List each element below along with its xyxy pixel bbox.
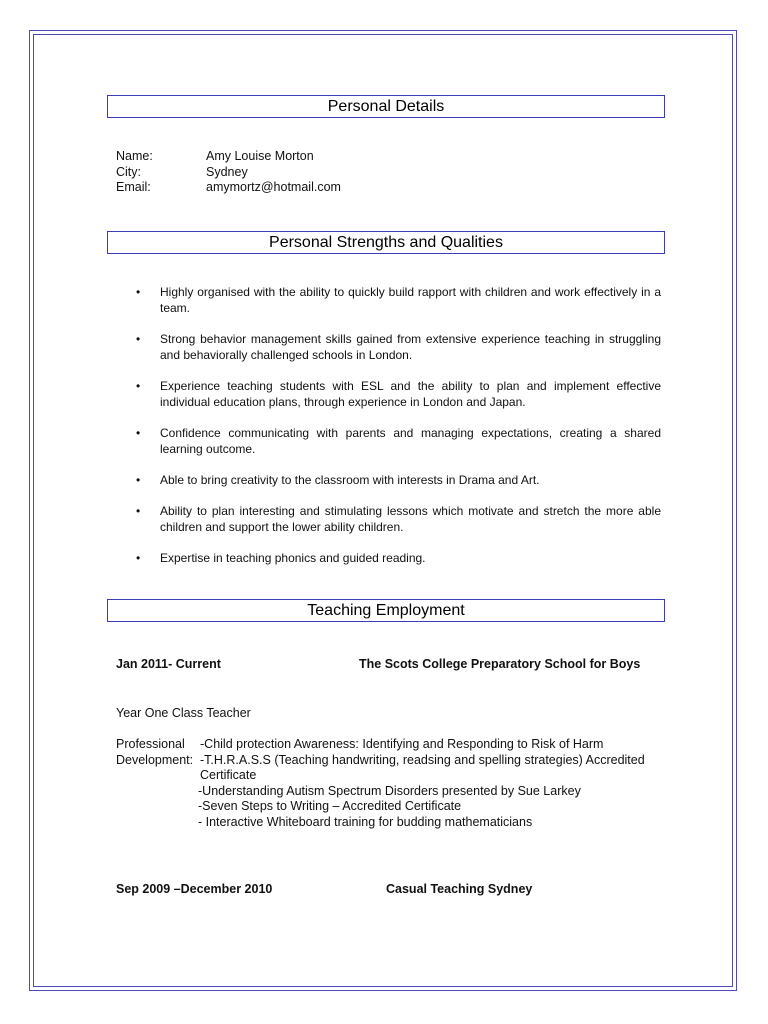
list-item-text: Ability to plan interesting and stimulating lessons which motivate and stretch the more able children and support the lower ability children.: [160, 504, 661, 534]
detail-value: amymortz@hotmail.com: [206, 180, 341, 194]
bullet-icon: •: [136, 504, 141, 518]
personal-details-heading: Personal Details: [107, 95, 665, 118]
list-item: [116, 472, 661, 488]
strengths-heading: Personal Strengths and Qualities: [107, 231, 665, 254]
bullet-icon: •: [136, 426, 141, 440]
job-organisation: Casual Teaching Sydney: [386, 882, 533, 896]
pd-item: -T.H.R.A.S.S (Teaching handwriting, readsing and spelling strategies) Accredited Certificate: [200, 752, 645, 782]
strengths-list: [116, 284, 661, 581]
personal-details-list: [116, 149, 341, 196]
list-item-text: Confidence communicating with parents and managing expectations, creating a shared learning outcome.: [160, 426, 661, 456]
list-item: [116, 503, 661, 535]
detail-row-email: [116, 180, 341, 196]
list-item-text: Expertise in teaching phonics and guided reading.: [160, 551, 426, 565]
job-header-row: [116, 657, 666, 671]
job-header-row: [116, 882, 666, 896]
pd-item: -Seven Steps to Writing – Accredited Certificate: [198, 799, 462, 813]
detail-label: Email:: [116, 180, 151, 194]
list-item-text: Strong behavior management skills gained from extensive experience teaching in struggling and behaviorally challenged schools in London.: [160, 332, 661, 362]
list-item: [116, 550, 661, 566]
list-item-text: Able to bring creativity to the classroom with interests in Drama and Art.: [160, 473, 540, 487]
detail-label: City:: [116, 164, 141, 179]
detail-label: Name:: [116, 149, 153, 163]
pd-label-line: Professional: [116, 737, 185, 751]
bullet-icon: •: [136, 379, 141, 393]
job-dates: Jan 2011- Current: [116, 657, 221, 671]
bullet-icon: •: [136, 332, 141, 346]
detail-value: Sydney: [206, 164, 248, 179]
pd-item: -Child protection Awareness: Identifying and Responding to Risk of Harm: [200, 737, 604, 751]
detail-value: Amy Louise Morton: [206, 149, 314, 163]
list-item: [116, 284, 661, 316]
pd-label-line: Development:: [116, 752, 194, 767]
list-item: [116, 378, 661, 410]
pd-label: [116, 737, 193, 768]
bullet-icon: •: [136, 285, 141, 299]
pd-item: -Understanding Autism Spectrum Disorders presented by Sue Larkey: [198, 783, 581, 798]
pd-items: [198, 737, 663, 830]
bullet-icon: •: [136, 551, 141, 565]
bullet-icon: •: [136, 473, 141, 487]
employment-heading: Teaching Employment: [107, 599, 665, 622]
list-item-text: Experience teaching students with ESL and the ability to plan and implement effective individual education plans, through experience in London and Japan.: [160, 379, 661, 409]
detail-row-name: [116, 149, 341, 165]
list-item: [116, 331, 661, 363]
pd-item: - Interactive Whiteboard training for budding mathematicians: [198, 814, 533, 829]
job-dates: Sep 2009 –December 2010: [116, 882, 273, 896]
job-organisation: The Scots College Preparatory School for Boys: [359, 657, 641, 671]
detail-row-city: [116, 165, 341, 181]
list-item: [116, 425, 661, 457]
job-role: Year One Class Teacher: [116, 706, 251, 720]
list-item-text: Highly organised with the ability to quickly build rapport with children and work effectively in a team.: [160, 285, 661, 315]
